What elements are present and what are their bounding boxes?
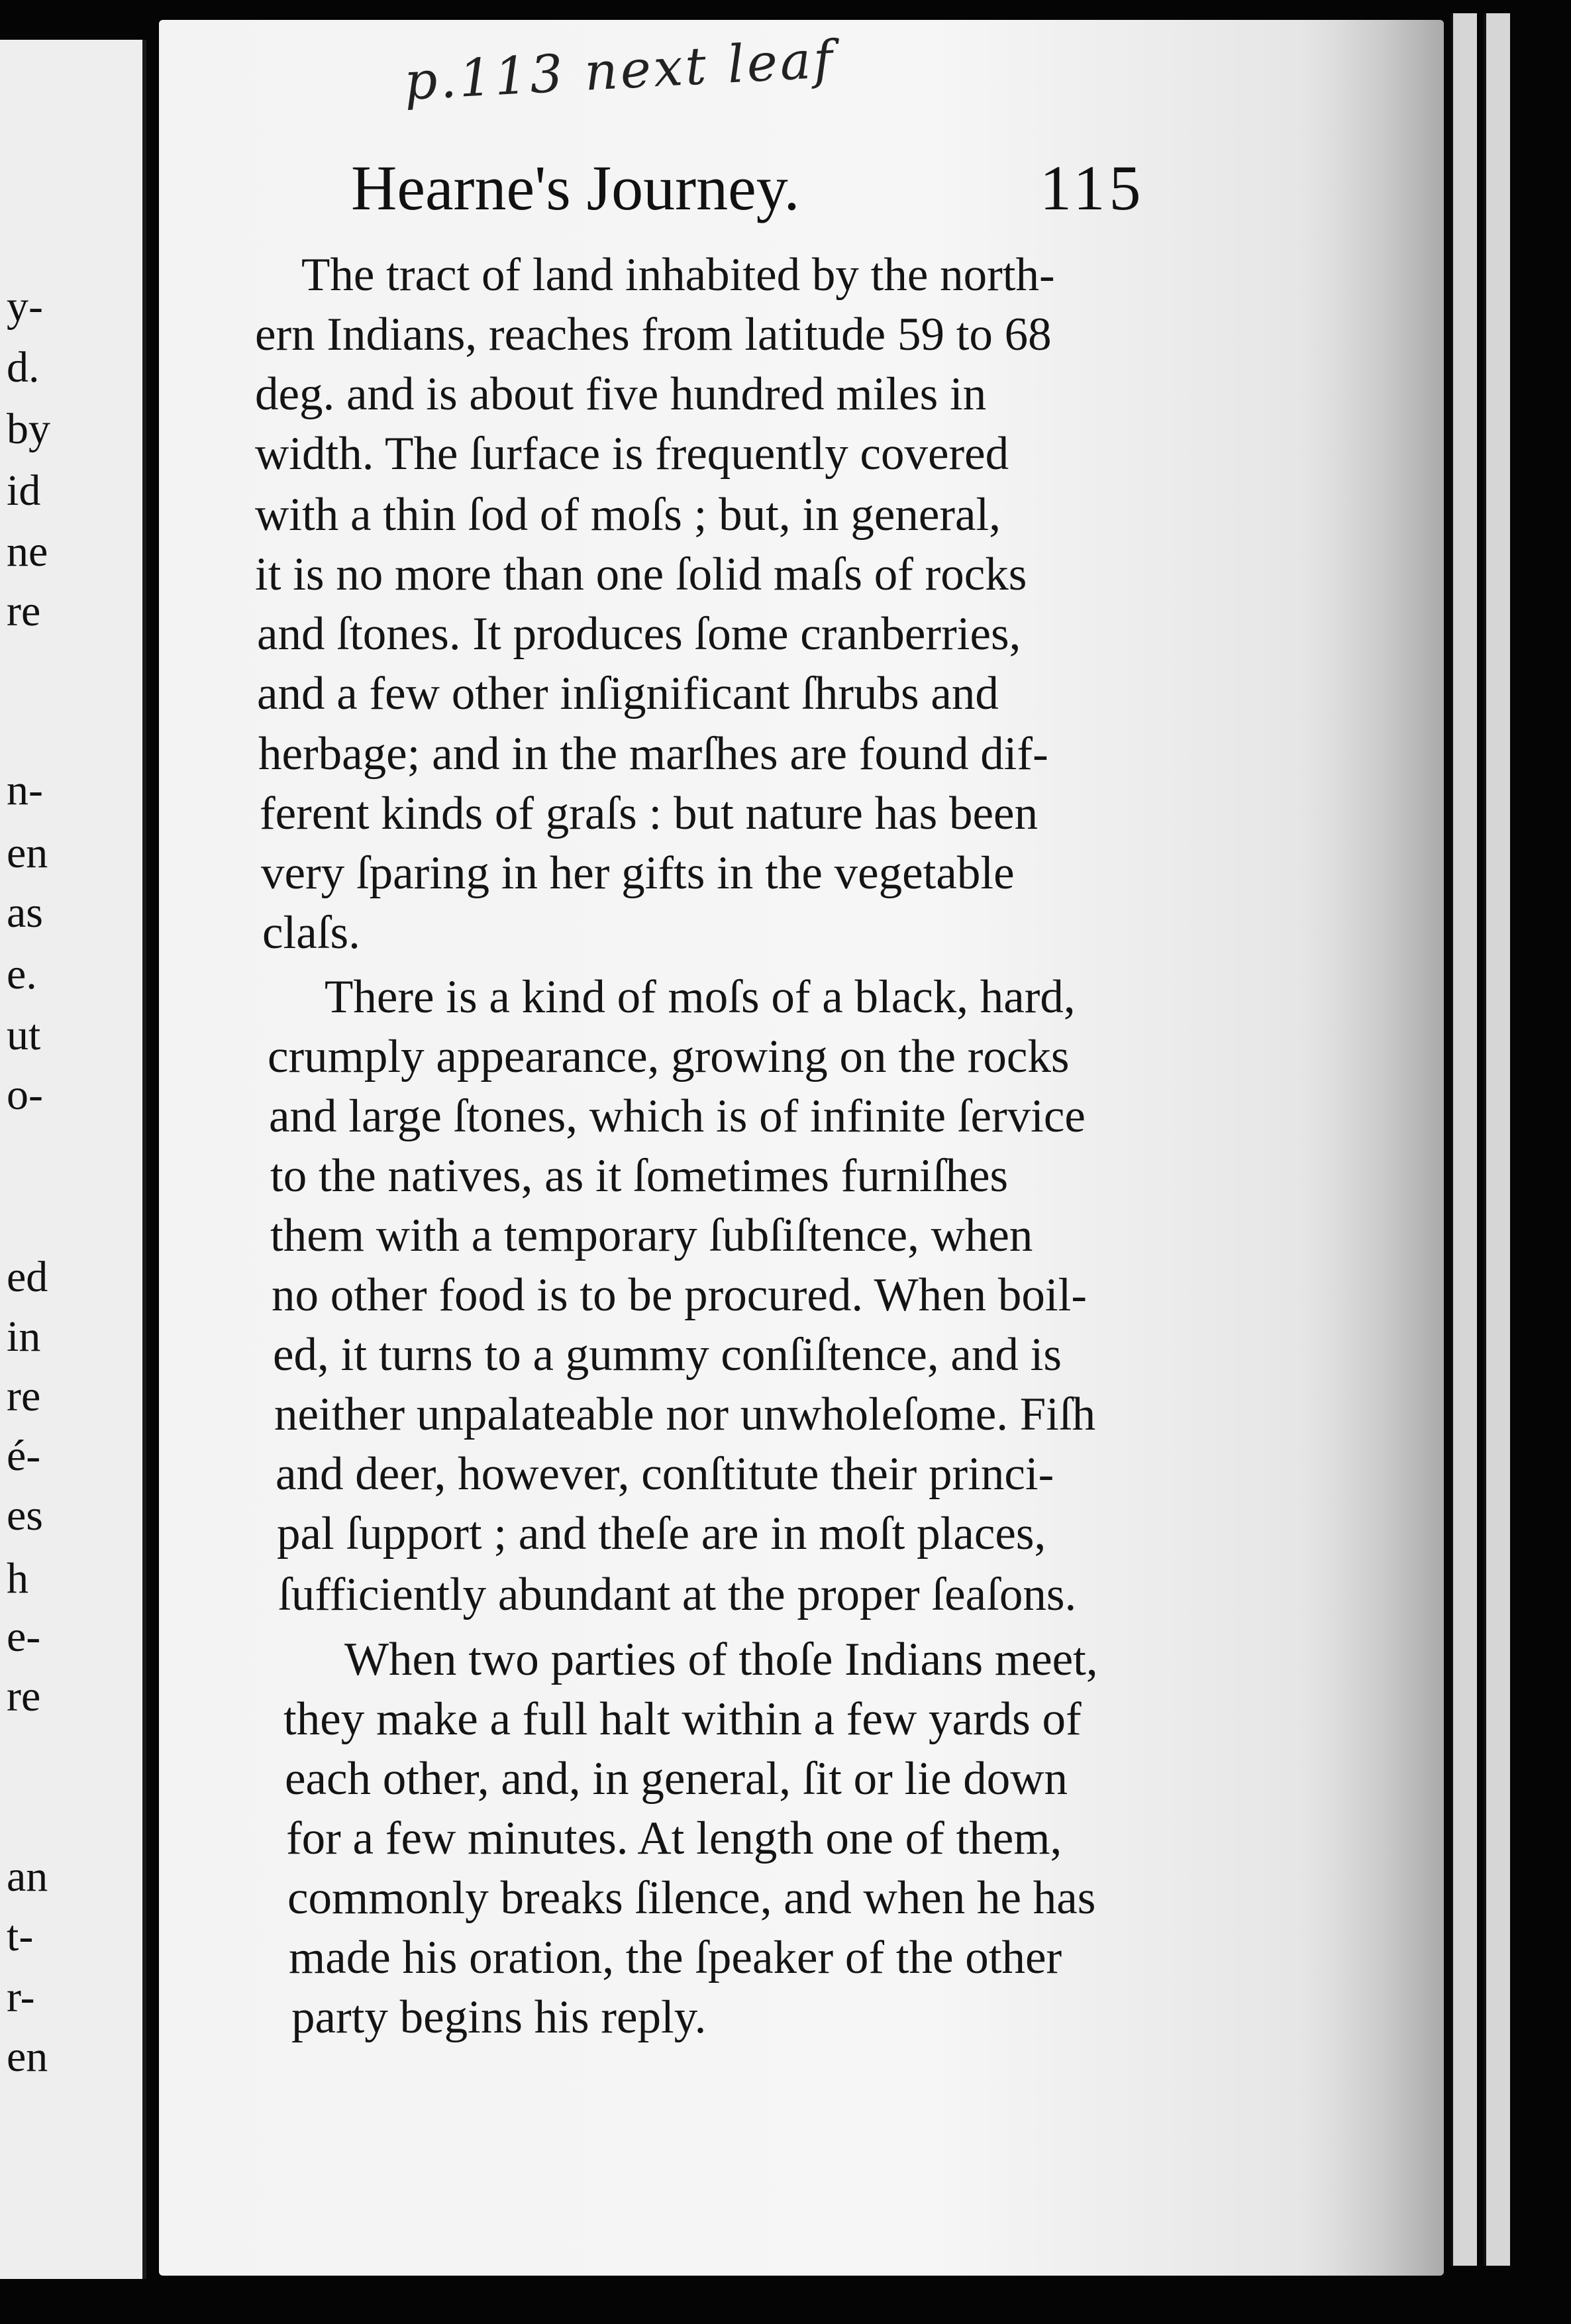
- text-line: claſs.: [262, 907, 360, 959]
- text-line: with a thin ſod of moſs ; but, in general,: [255, 489, 1001, 541]
- text-line: no other food is to be procured. When boil-: [272, 1269, 1088, 1321]
- text-line: width. The ſurface is frequently covered: [255, 428, 1009, 480]
- left-text-fragment: ed: [7, 1253, 48, 1301]
- text-line: The tract of land inhabited by the north-: [301, 249, 1055, 301]
- left-text-fragment: d.: [7, 343, 40, 392]
- text-line: and ſtones. It produces ſome cranberries,: [257, 608, 1021, 660]
- text-line: and deer, however, conſtitute their princi-: [276, 1448, 1054, 1500]
- left-text-fragment: n-: [7, 766, 43, 814]
- left-text-fragment: t-: [7, 1912, 34, 1960]
- left-text-fragment: é-: [7, 1432, 41, 1480]
- left-text-fragment: re: [7, 587, 41, 635]
- left-text-fragment: in: [7, 1312, 41, 1361]
- text-line: each other, and, in general, ſit or lie down: [285, 1753, 1068, 1805]
- text-line: commonly breaks ſilence, and when he has: [287, 1872, 1096, 1924]
- text-line: ferent kinds of graſs : but nature has been: [260, 788, 1039, 839]
- left-text-fragment: e.: [7, 950, 37, 998]
- handwritten-annotation: p.113 next leaf: [403, 30, 837, 112]
- left-text-fragment: ne: [7, 527, 48, 576]
- left-text-fragment: es: [7, 1491, 43, 1540]
- page-edge: [1484, 13, 1510, 2266]
- text-line: pal ſupport ; and theſe are in moſt places,: [277, 1508, 1046, 1559]
- text-line: deg. and is about five hundred miles in: [255, 368, 987, 420]
- text-line: crumply appearance, growing on the rocks: [268, 1031, 1070, 1083]
- text-line: There is a kind of moſs of a black, hard,: [325, 971, 1076, 1023]
- left-text-fragment: o-: [7, 1071, 43, 1119]
- text-line: neither unpalateable nor unwholeſome. Fiſh: [274, 1389, 1096, 1440]
- text-line: very ſparing in her gifts in the vegetable: [261, 847, 1015, 899]
- left-text-fragment: h: [7, 1554, 28, 1603]
- text-line: them with a temporary ſubſiſtence, when: [270, 1210, 1033, 1261]
- text-line: and large ſtones, which is of infinite ſervice: [269, 1090, 1086, 1142]
- left-text-fragment: en: [7, 2033, 48, 2081]
- left-text-fragment: id: [7, 466, 41, 515]
- text-line: party begins his reply.: [291, 1991, 707, 2043]
- running-head: Hearne's Journey.: [351, 152, 800, 223]
- left-text-fragment: re: [7, 1372, 41, 1420]
- left-text-fragment: y-: [7, 282, 43, 331]
- page-number: 115: [1040, 152, 1145, 223]
- left-text-fragment: en: [7, 829, 48, 877]
- text-line: and a few other inſignificant ſhrubs and: [257, 668, 999, 719]
- left-text-fragment: re: [7, 1672, 41, 1720]
- text-line: herbage; and in the marſhes are found dif-: [258, 728, 1048, 780]
- text-line: made his oration, the ſpeaker of the other: [289, 1932, 1062, 1983]
- text-line: ern Indians, reaches from latitude 59 to 68: [255, 309, 1052, 360]
- text-line: for a few minutes. At length one of them,: [286, 1813, 1062, 1864]
- left-text-fragment: an: [7, 1852, 48, 1901]
- left-text-fragment: by: [7, 405, 50, 453]
- text-line: When two parties of thoſe Indians meet,: [344, 1634, 1098, 1685]
- left-text-fragment: e-: [7, 1612, 41, 1661]
- text-line: to the natives, as it ſometimes furniſhes: [270, 1150, 1009, 1202]
- left-text-fragment: ut: [7, 1011, 41, 1059]
- text-line: they make a full halt within a few yards of: [283, 1693, 1082, 1745]
- left-page-fragment: [0, 40, 146, 2279]
- page-edge: [1450, 13, 1477, 2266]
- text-line: ſufficiently abundant at the proper ſeaſons.: [278, 1569, 1077, 1620]
- left-text-fragment: as: [7, 888, 43, 937]
- text-line: ed, it turns to a gummy conſiſtence, and is: [273, 1329, 1062, 1381]
- text-line: it is no more than one ſolid maſs of rocks: [255, 549, 1027, 600]
- left-text-fragment: r-: [7, 1973, 35, 2021]
